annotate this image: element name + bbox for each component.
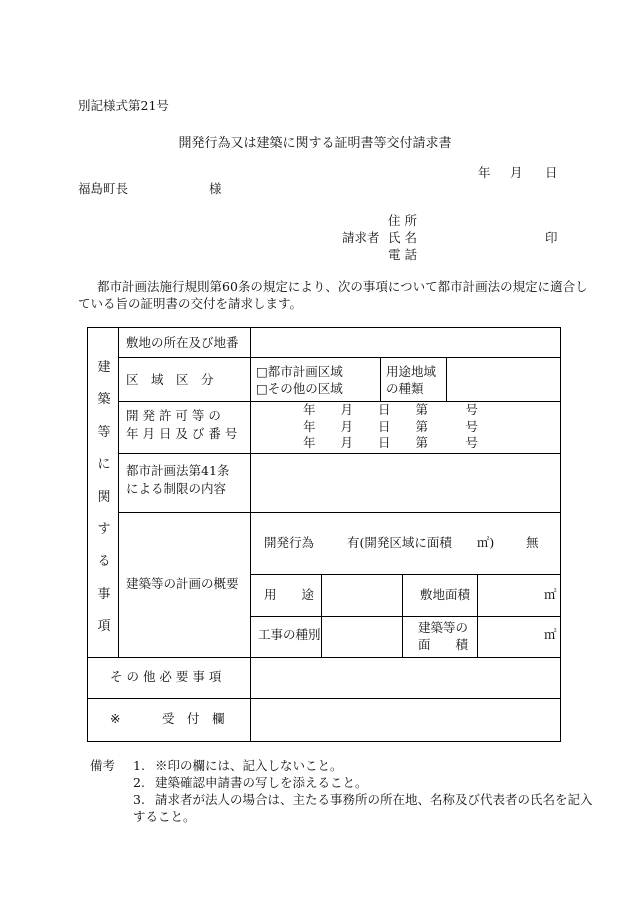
site-area-label: 敷地面積 [420, 587, 471, 602]
addressee-suffix: 様 [209, 181, 222, 196]
date-year-label: 年 [478, 165, 491, 180]
request-text-line-2: ている旨の証明書の交付を請求します。 [78, 296, 303, 311]
requester-address-label: 住 所 [388, 213, 417, 228]
note-1-number: 1. [133, 758, 145, 773]
permit-date-row-2: 年 月 日 第 号 [303, 419, 479, 434]
work-type-label: 工事の種別 [258, 627, 321, 642]
note-3-number: 3. [133, 792, 145, 807]
development-act-label: 開発行為 [264, 535, 315, 550]
building-area-label-1: 建築等の [418, 620, 469, 635]
reception-mark: ※ [110, 711, 121, 726]
development-no-option: 無 [526, 535, 539, 550]
article41-label-2: による制限の内容 [126, 481, 227, 496]
development-yes-option: 有(開発区域に面積 ㎡) [347, 535, 495, 550]
zone-option-urban-planning[interactable]: □都市計画区域 [256, 364, 343, 379]
date-month-label: 月 [510, 165, 523, 180]
zone-division-label: 区 域 区 分 [126, 372, 214, 387]
permit-label-1: 開 発 許 可 等 の [126, 408, 221, 423]
building-plan-label: 建築等の計画の概要 [126, 576, 239, 591]
building-area-unit: ㎡ [544, 627, 557, 642]
note-2-number: 2. [133, 775, 145, 790]
requester-label: 請求者 [342, 230, 380, 245]
note-3-continuation: すること。 [133, 809, 196, 824]
request-text-line-1: 都市計画法施行規則第60条の規定により、次の事項について都市計画法の規定に適合し [97, 279, 588, 294]
date-day-label: 日 [545, 165, 558, 180]
other-items-label: そ の 他 必 要 事 項 [110, 669, 222, 684]
site-area-unit: ㎡ [544, 587, 557, 602]
use-district-label-1: 用途地域 [386, 364, 437, 379]
permit-date-row-3: 年 月 日 第 号 [303, 435, 479, 450]
note-2-text: 建築確認申請書の写しを添えること。 [155, 775, 368, 790]
usage-label: 用 途 [264, 587, 315, 602]
reception-label: 受 付 欄 [162, 711, 225, 726]
building-matters-heading: 建 築 等 に 関 す る 事 項 [97, 360, 111, 635]
form-number: 別記様式第21号 [78, 98, 169, 113]
note-3-text: 請求者が法人の場合は、主たる事務所の所在地、名称及び代表者の氏名を記入 [155, 792, 593, 807]
addressee: 福島町長 [78, 181, 129, 196]
requester-name-label: 氏 名 [388, 230, 417, 245]
zone-option-other[interactable]: □その他の区域 [256, 381, 343, 396]
form-title: 開発行為又は建築に関する証明書等交付請求書 [178, 136, 452, 151]
permit-label-2: 年 月 日 及 び 番 号 [126, 426, 238, 441]
permit-date-row-1: 年 月 日 第 号 [303, 402, 479, 417]
building-area-label-2: 面 積 [418, 637, 469, 652]
requester-phone-label: 電 話 [388, 247, 417, 262]
use-district-label-2: の種類 [386, 381, 424, 396]
note-1-text: ※印の欄には、記入しないこと。 [155, 758, 343, 773]
article41-label-1: 都市計画法第41条 [126, 463, 230, 478]
notes-label: 備考 [90, 758, 116, 773]
seal-mark: 印 [545, 230, 558, 245]
site-location-label: 敷地の所在及び地番 [126, 335, 239, 350]
